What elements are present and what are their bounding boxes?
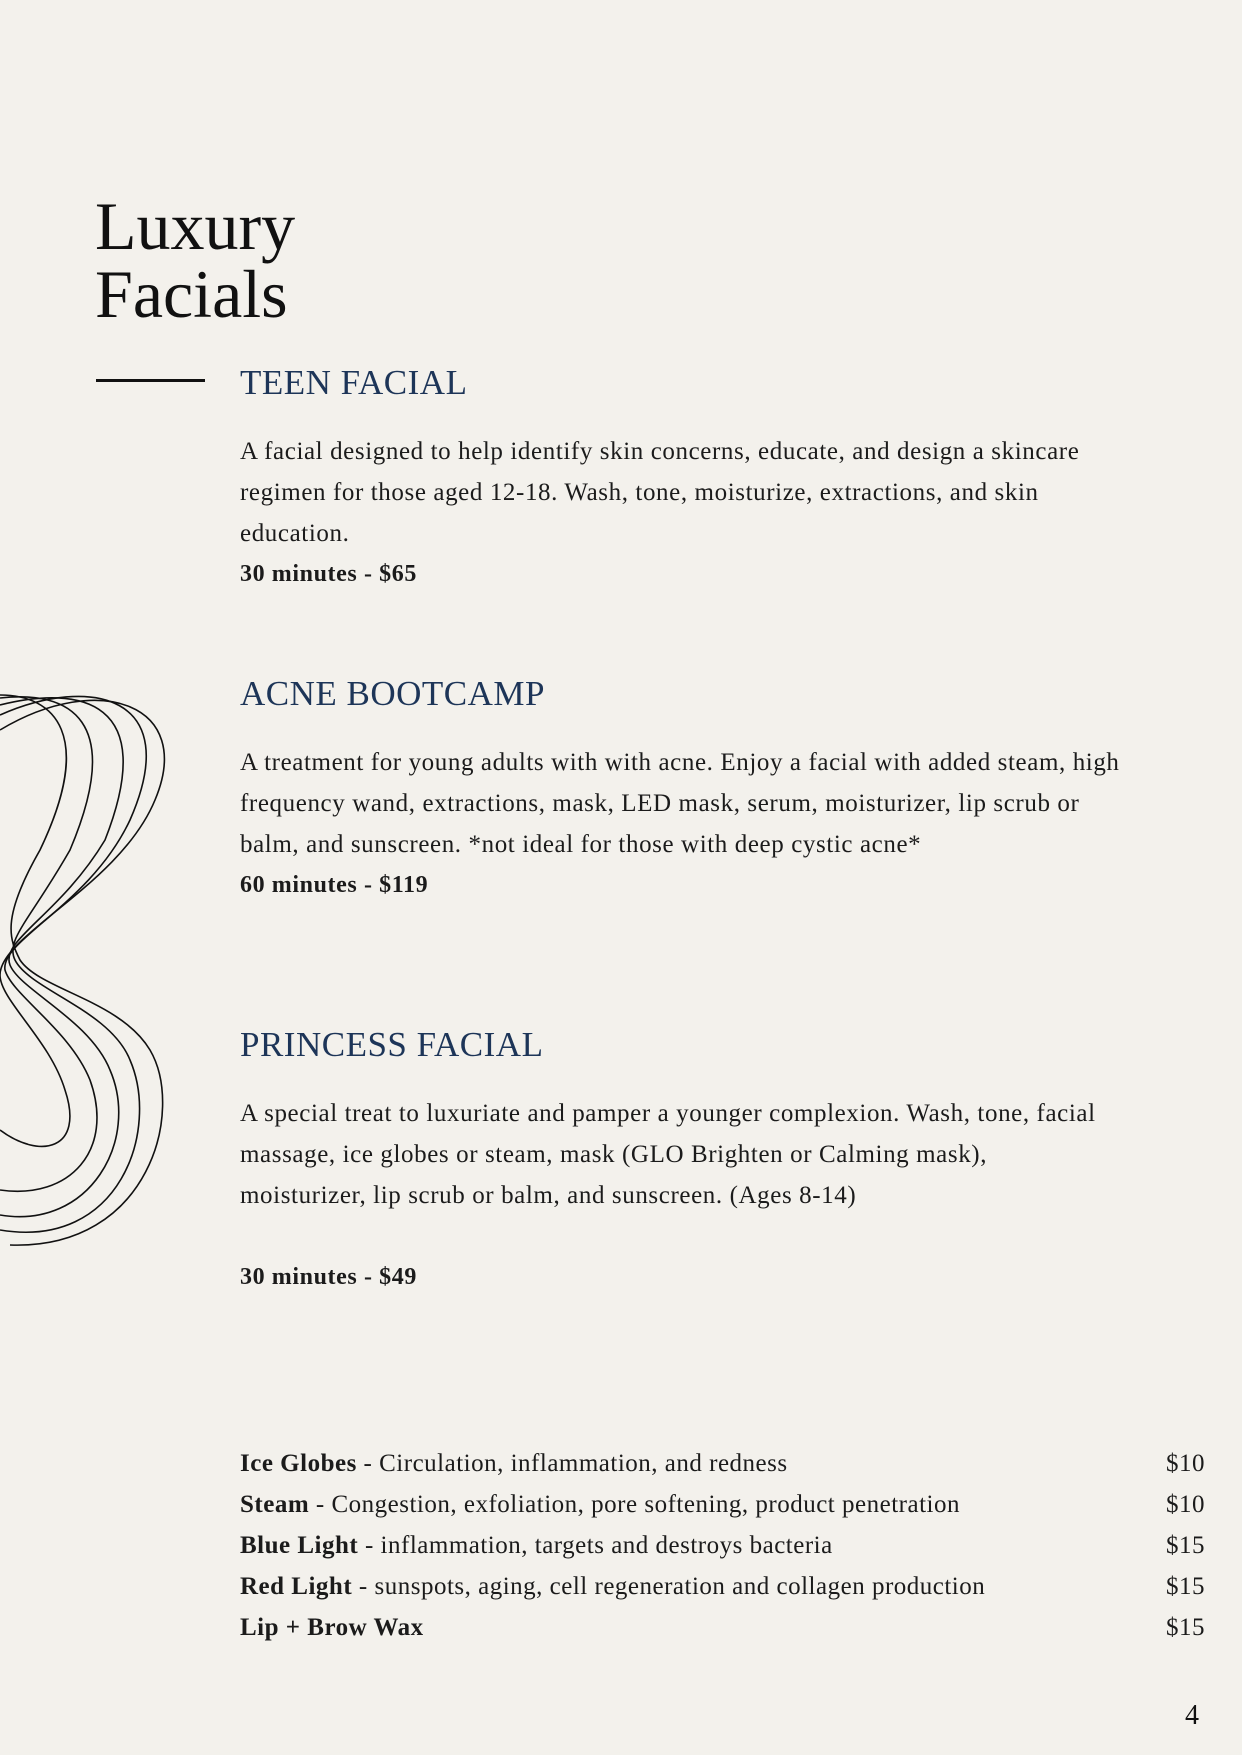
service-title: TEEN FACIAL — [240, 363, 468, 402]
addon-price: $15 — [1166, 1532, 1205, 1559]
decorative-wave-lines — [0, 690, 200, 1265]
addon-name: Red Light — [240, 1573, 353, 1600]
addon-name: Ice Globes — [240, 1450, 357, 1477]
addon-item — [240, 1443, 1205, 1484]
service-description: A facial designed to help identify skin concerns, educate, and design a skincare regimen for those aged 12-18. Wash, tone, moisturize, extractions, and skin education. — [240, 438, 1080, 547]
page-number: 4 — [1185, 1700, 1199, 1731]
service-acne-bootcamp — [240, 674, 1120, 906]
addon-detail: - Congestion, exfoliation, pore softening, product penetration — [309, 1491, 960, 1518]
addon-detail: - inflammation, targets and destroys bacteria — [358, 1532, 833, 1559]
addons-list — [240, 1443, 1205, 1648]
service-teen-facial — [240, 363, 1120, 595]
service-price: 60 minutes - $119 — [240, 872, 429, 898]
addon-name: Steam — [240, 1491, 310, 1518]
title-line-1: Luxury — [95, 188, 296, 264]
addon-detail: - Circulation, inflammation, and redness — [356, 1450, 788, 1477]
addon-name: Blue Light — [240, 1532, 359, 1559]
title-divider — [96, 379, 205, 382]
addon-item — [240, 1566, 1205, 1607]
service-princess-facial — [240, 1025, 1120, 1298]
addon-price: $10 — [1166, 1491, 1205, 1518]
service-description: A treatment for young adults with with acne. Enjoy a facial with added steam, high frequency wand, extractions, mask, LED mask, serum, moisturizer, lip scrub or balm, and sunscreen. *not ideal for those with deep cystic acne* — [240, 749, 1120, 858]
service-title: ACNE BOOTCAMP — [240, 674, 546, 713]
addon-detail: - sunspots, aging, cell regeneration and collagen production — [352, 1573, 986, 1600]
service-price: 30 minutes - $65 — [240, 561, 417, 587]
service-price: 30 minutes - $49 — [240, 1264, 417, 1290]
service-description: A special treat to luxuriate and pamper a younger complexion. Wash, tone, facial massage, ice globes or steam, mask (GLO Brighten or Calming mask), moisturizer, lip scrub or balm, and sunscreen. (Ages 8-14) — [240, 1100, 1096, 1209]
title-line-2: Facials — [95, 256, 288, 332]
addon-price: $15 — [1166, 1614, 1205, 1641]
addon-item — [240, 1484, 1205, 1525]
addon-item — [240, 1525, 1205, 1566]
addon-name: Lip + Brow Wax — [240, 1614, 424, 1641]
page-title — [95, 188, 296, 332]
service-title: PRINCESS FACIAL — [240, 1025, 544, 1064]
addon-item — [240, 1607, 1205, 1648]
addon-price: $10 — [1166, 1450, 1205, 1477]
addon-price: $15 — [1166, 1573, 1205, 1600]
